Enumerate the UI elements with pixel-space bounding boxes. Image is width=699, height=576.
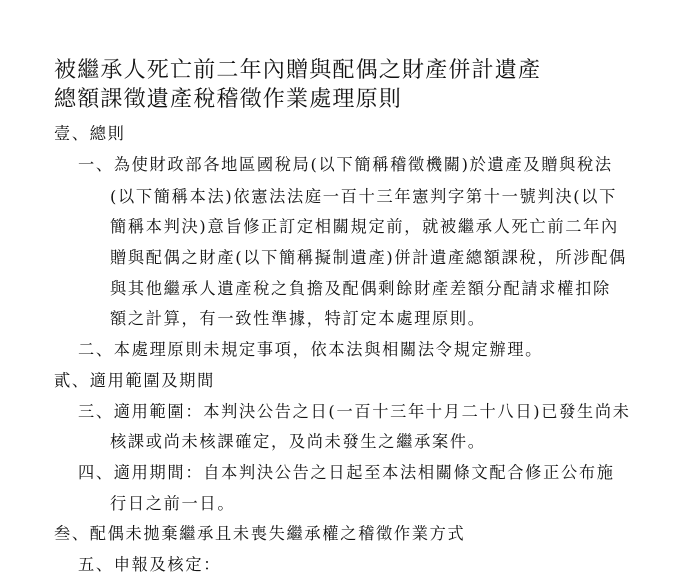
title-line-1: 被繼承人死亡前二年內贈與配偶之財產併計遺產 — [54, 58, 542, 83]
item-4-line-1: 四、適用期間：自本判決公告之日起至本法相關條文配合修正公布施 — [78, 463, 615, 482]
item-3-line-1: 三、適用範圍：本判決公告之日(一百十三年十月二十八日)已發生尚未 — [78, 402, 631, 421]
item-1-line-3: 簡稱本判決)意旨修正訂定相關規定前，就被繼承人死亡前二年內 — [110, 217, 619, 236]
item-1-line-6: 額之計算，有一致性準據，特訂定本處理原則。 — [110, 309, 486, 328]
title-line-2: 總額課徵遺產稅稽徵作業處理原則 — [54, 87, 403, 112]
section-heading-spouse-procedure: 叁、配偶未拋棄繼承且未喪失繼承權之稽徵作業方式 — [54, 524, 466, 543]
item-4-line-2: 行日之前一日。 — [110, 494, 236, 513]
section-heading-scope-period: 貳、適用範圍及期間 — [54, 371, 215, 390]
item-1-line-5: 與其他繼承人遺產稅之負擔及配偶剩餘財產差額分配請求權扣除 — [110, 279, 611, 298]
document-title — [54, 56, 654, 114]
item-1-line-1: 一、為使財政部各地區國稅局(以下簡稱稽徵機關)於遺產及贈與稅法 — [78, 155, 613, 174]
item-2-line-1: 二、本處理原則未規定事項，依本法與相關法令規定辦理。 — [78, 340, 544, 359]
item-1-line-2: (以下簡稱本法)依憲法法庭一百十三年憲判字第十一號判決(以下 — [110, 187, 618, 206]
item-5-line-1: 五、申報及核定： — [78, 555, 222, 574]
item-1-line-4: 贈與配偶之財產(以下簡稱擬制遺產)併計遺產總額課稅，所涉配偶 — [110, 248, 627, 267]
section-heading-general: 壹、總則 — [54, 124, 126, 143]
item-3-line-2: 核課或尚未核課確定，及尚未發生之繼承案件。 — [110, 432, 486, 451]
